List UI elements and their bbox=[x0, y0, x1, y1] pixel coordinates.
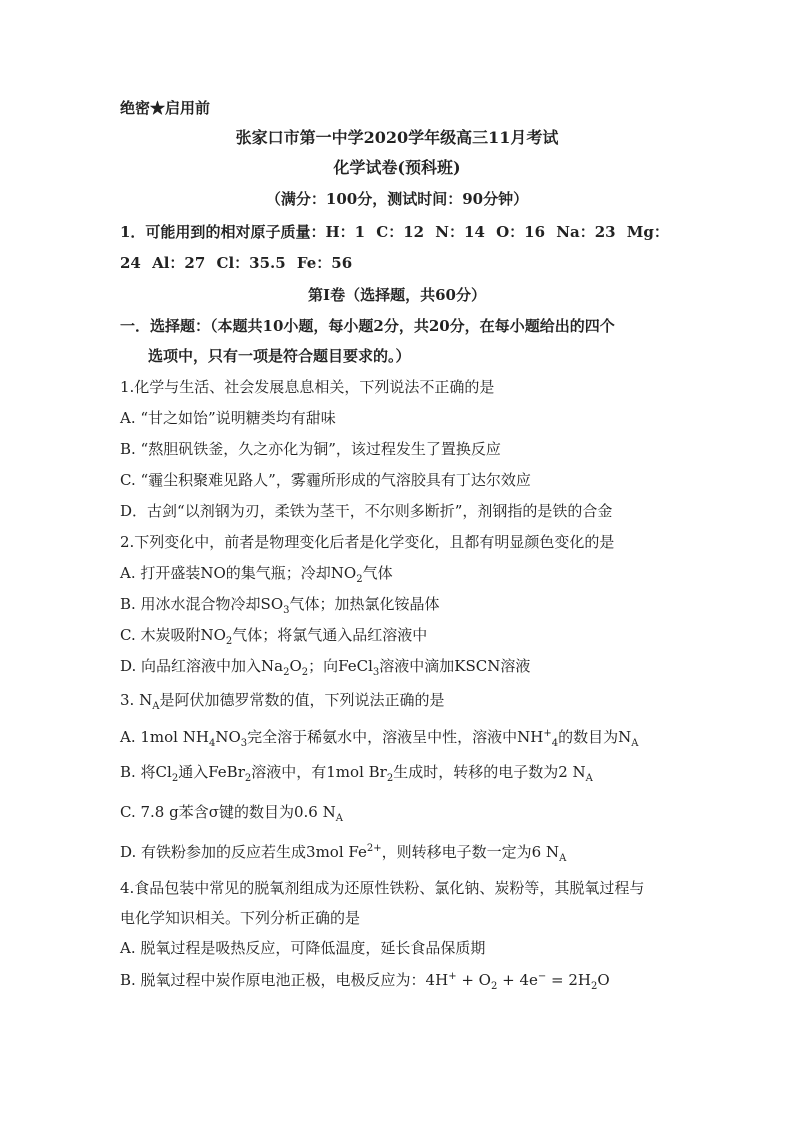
exam-title: 张家口市第一中学2020学年级高三11月考试 bbox=[235, 128, 559, 147]
score-time-note: （满分：100分，测试时间：90分钟） bbox=[265, 190, 529, 208]
question-1-option-b: B. “熬胆矾铁釜，久之亦化为铜”，该过程发生了置换反应 bbox=[120, 440, 501, 458]
confidential-mark: 绝密★启用前 bbox=[120, 99, 211, 117]
part1-title: 第Ⅰ卷（选择题，共60分） bbox=[308, 286, 486, 304]
question-4-stem-line-1: 4.食品包装中常见的脱氧剂组成为还原性铁粉、氯化钠、炭粉等，其脱氧过程与 bbox=[120, 879, 645, 897]
question-1-option-d: D．古剑“以剂钢为刃，柔铁为茎干，不尔则多断折”，剂钢指的是铁的合金 bbox=[120, 502, 613, 520]
question-2-option-d: D. 向品红溶液中加入$Na_2O_2$；向FeCl$_3$溶液中滴加KSCN溶液 bbox=[120, 657, 531, 678]
atomic-mass-line-2: 24 Al：27 Cl：35.5 Fe：56 bbox=[120, 254, 353, 272]
question-1-option-c: C. “霾尘积聚难见路人”，雾霾所形成的气溶胶具有丁达尔效应 bbox=[120, 471, 531, 489]
question-2-option-a: A. 打开盛装NO的集气瓶；冷却$NO_2$气体 bbox=[120, 564, 393, 585]
question-2-stem: 2.下列变化中，前者是物理变化后者是化学变化，且都有明显颜色变化的是 bbox=[120, 533, 615, 551]
question-4-option-b: B. 脱氧过程中炭作原电池正极，电极反应为：$4H^+ + O_2 + 4e^- = 2H_2O$ bbox=[120, 971, 610, 992]
question-3-option-d: D. 有铁粉参加的反应若生成3mol $Fe^{2+}$，则转移电子数一定为6 $N_A$ bbox=[120, 843, 567, 864]
question-3-option-a: A. 1mol $NH_4NO_3$完全溶于稀氨水中，溶液呈中性，溶液中$NH^+_4$的数目为$N_A$ bbox=[120, 728, 639, 749]
question-4-option-a: A. 脱氧过程是吸热反应，可降低温度，延长食品保质期 bbox=[120, 939, 486, 957]
atomic-mass-line-1: 1．可能用到的相对原子质量：H：1 C：12 N：14 O：16 Na：23 Mg： bbox=[120, 223, 669, 241]
question-3-option-c: C. 7.8 g苯含σ键的数目为0.6 $N_A$ bbox=[120, 803, 343, 824]
question-3-option-b: B. 将$Cl_2$通入FeBr$_2$溶液中，有1mol $Br_2$生成时，转移的电子数为2 $N_A$ bbox=[120, 763, 593, 784]
question-2-option-c: C. 木炭吸附$NO_2$气体；将氯气通入品红溶液中 bbox=[120, 626, 428, 647]
question-4-stem-line-2: 电化学知识相关。下列分析正确的是 bbox=[120, 909, 361, 927]
question-2-option-b: B. 用冰水混合物冷却$SO_3$气体；加热氯化铵晶体 bbox=[120, 595, 440, 616]
question-3-stem: 3. $N_A$是阿伏加德罗常数的值，下列说法正确的是 bbox=[120, 691, 445, 712]
section-instruction-1: 一．选择题：（本题共10小题，每小题2分，共20分，在每小题给出的四个 bbox=[120, 317, 615, 335]
question-1-option-a: A. “甘之如饴”说明糖类均有甜味 bbox=[120, 409, 336, 427]
section-instruction-2: 选项中，只有一项是符合题目要求的。） bbox=[148, 347, 411, 365]
question-1-stem: 1.化学与生活、社会发展息息相关，下列说法不正确的是 bbox=[120, 378, 495, 396]
exam-subject: 化学试卷(预科班) bbox=[333, 158, 461, 177]
